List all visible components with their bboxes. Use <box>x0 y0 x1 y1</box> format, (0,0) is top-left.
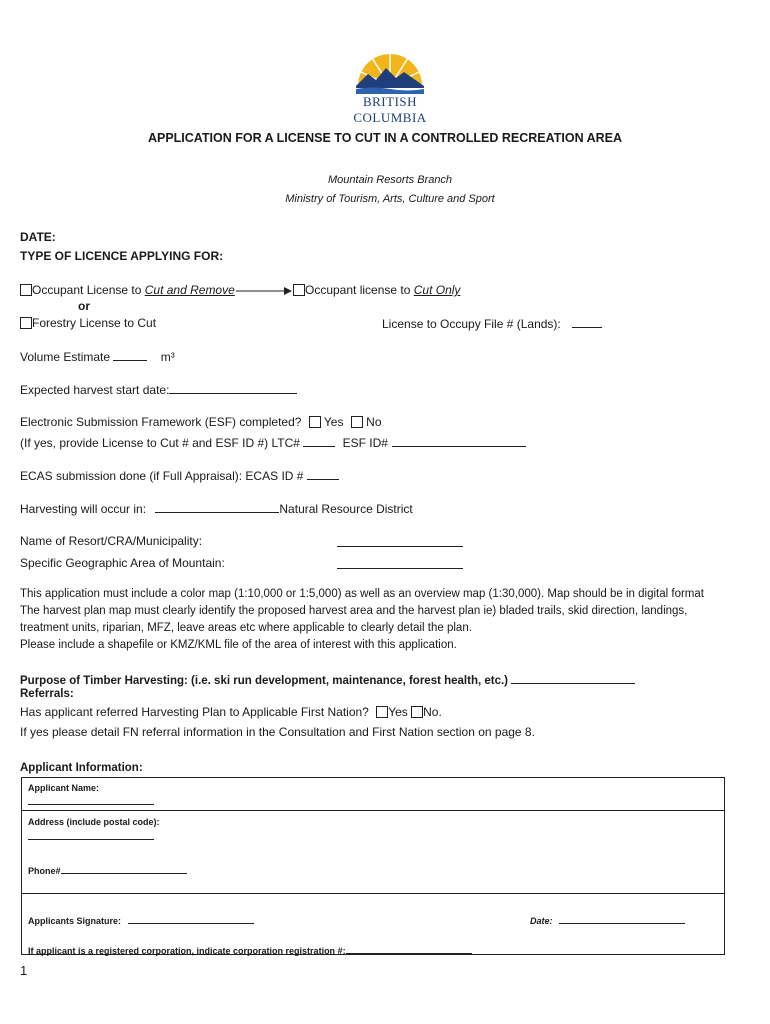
signature-label: Applicants Signature: <box>28 916 122 926</box>
district-label: Natural Resource District <box>279 502 413 516</box>
volume-unit: m³ <box>160 350 175 364</box>
map-instructions-line3: treatment units, riparian, MFZ, leave areas etc where applicable to clearly detail the plan. <box>20 622 472 634</box>
purpose-label: Purpose of Timber Harvesting: (i.e. ski run development, maintenance, forest health, etc.) <box>20 675 509 687</box>
map-instructions-line1: This application must include a color map (1:10,000 or 1:5,000) as well as an overview map (1:30,000). Map should be in digital format <box>20 588 704 600</box>
esf-yes-checkbox[interactable] <box>309 416 321 428</box>
fn-yes-label: Yes <box>388 705 408 719</box>
option-cut-and-remove-label: Occupant License to <box>32 283 145 297</box>
purpose-line[interactable] <box>511 672 635 684</box>
option-cut-only[interactable] <box>293 283 460 297</box>
signature-box[interactable] <box>21 893 725 955</box>
lto-file-line[interactable] <box>572 316 602 328</box>
volume-line[interactable] <box>113 349 147 361</box>
esf-no-label: No <box>366 415 382 429</box>
ministry-name: Ministry of Tourism, Arts, Culture and Sport <box>285 193 495 205</box>
referrals-label: Referrals: <box>20 688 74 700</box>
harvesting-district-field[interactable] <box>20 501 413 516</box>
option-cut-and-remove-link: Cut and Remove <box>144 283 235 297</box>
applicant-name-line[interactable] <box>28 794 154 805</box>
option-cut-only-label: Occupant license to <box>305 283 414 297</box>
checkbox-forestry-license[interactable] <box>20 317 32 329</box>
map-instructions-line4: Please include a shapefile or KMZ/KML file of the area of interest with this application. <box>20 639 457 651</box>
lto-file-field[interactable] <box>382 316 602 331</box>
geo-area-label: Specific Geographic Area of Mountain: <box>20 556 225 570</box>
phone-label: Phone# <box>28 866 61 876</box>
ecas-label: ECAS submission done (if Full Appraisal): ECAS ID # <box>20 469 304 483</box>
esf-question-label: Electronic Submission Framework (ESF) completed? <box>20 415 302 429</box>
date-label: DATE: <box>20 230 56 244</box>
resort-name-label: Name of Resort/CRA/Municipality: <box>20 534 203 548</box>
contact-box[interactable] <box>21 810 725 894</box>
arrow-right-icon <box>236 286 292 296</box>
option-forestry-license[interactable] <box>20 316 156 330</box>
esf-details <box>20 435 526 450</box>
date-field-line[interactable] <box>559 914 685 924</box>
option-forestry-license-label: Forestry License to Cut <box>32 316 157 330</box>
or-text: or <box>78 299 90 313</box>
purpose-field[interactable] <box>20 672 635 687</box>
fn-question-label: Has applicant referred Harvesting Plan to Applicable First Nation? <box>20 705 369 719</box>
esf-id-label: ESF ID# <box>342 436 388 450</box>
harvest-start-label: Expected harvest start date: <box>20 383 170 397</box>
date-field-label: Date: <box>530 916 553 926</box>
branch-name: Mountain Resorts Branch <box>327 174 453 186</box>
corporation-label: If applicant is a registered corporation, indicate corporation registration #: <box>28 946 346 956</box>
geo-area-line[interactable] <box>337 557 463 569</box>
fn-detail-text: If yes please detail FN referral information in the Consultation and First Nation section on page 8. <box>20 725 535 739</box>
applicant-name-label: Applicant Name: <box>28 783 100 793</box>
ltc-line[interactable] <box>303 435 335 447</box>
option-cut-only-link: Cut Only <box>413 283 461 297</box>
volume-field[interactable] <box>20 349 175 364</box>
volume-label: Volume Estimate <box>20 350 111 364</box>
fn-yes-checkbox[interactable] <box>376 706 388 718</box>
ecas-line[interactable] <box>307 468 339 480</box>
logo-text-line2: COLUMBIA <box>353 110 427 125</box>
address-line[interactable] <box>28 829 154 840</box>
phone-field[interactable] <box>28 864 187 876</box>
esf-no-checkbox[interactable] <box>351 416 363 428</box>
esf-id-line[interactable] <box>392 435 526 447</box>
ecas-field[interactable] <box>20 468 339 483</box>
bc-logo <box>352 46 428 99</box>
phone-line[interactable] <box>61 864 187 874</box>
resort-name-line[interactable] <box>337 535 463 547</box>
map-instructions-line2: The harvest plan map must clearly identify the proposed harvest area and the harvest plan ie) bladed trails, skid direction, landings, <box>20 605 688 617</box>
date-field[interactable] <box>530 914 685 926</box>
applicant-info-heading: Applicant Information: <box>20 762 143 774</box>
harvest-start-line[interactable] <box>169 382 297 394</box>
bc-logo-emblem <box>352 46 428 94</box>
fn-question <box>20 705 442 719</box>
fn-no-label: No. <box>423 705 442 719</box>
signature-line[interactable] <box>128 914 254 924</box>
page-number: 1 <box>20 963 28 978</box>
harvesting-in-label: Harvesting will occur in: <box>20 502 147 516</box>
fn-no-checkbox[interactable] <box>411 706 423 718</box>
checkbox-cut-and-remove[interactable] <box>20 284 32 296</box>
corporation-line[interactable] <box>346 944 472 954</box>
corporation-field[interactable] <box>28 944 472 956</box>
option-cut-and-remove[interactable] <box>20 283 235 297</box>
address-label: Address (include postal code): <box>28 817 160 827</box>
ltc-label: (If yes, provide License to Cut # and ESF ID #) LTC# <box>20 436 300 450</box>
esf-yes-label: Yes <box>323 415 344 429</box>
harvest-start-field[interactable] <box>20 382 297 397</box>
district-line[interactable] <box>155 501 279 513</box>
applicant-name-box[interactable] <box>21 777 725 811</box>
signature-field[interactable] <box>28 914 254 926</box>
licence-type-label: TYPE OF LICENCE APPLYING FOR: <box>20 249 224 263</box>
lto-file-label: License to Occupy File # (Lands): <box>382 317 561 331</box>
esf-question <box>20 415 382 429</box>
logo-text-line1: BRITISH <box>362 94 418 109</box>
page-title: APPLICATION FOR A LICENSE TO CUT IN A CONTROLLED RECREATION AREA <box>147 131 623 145</box>
checkbox-cut-only[interactable] <box>293 284 305 296</box>
